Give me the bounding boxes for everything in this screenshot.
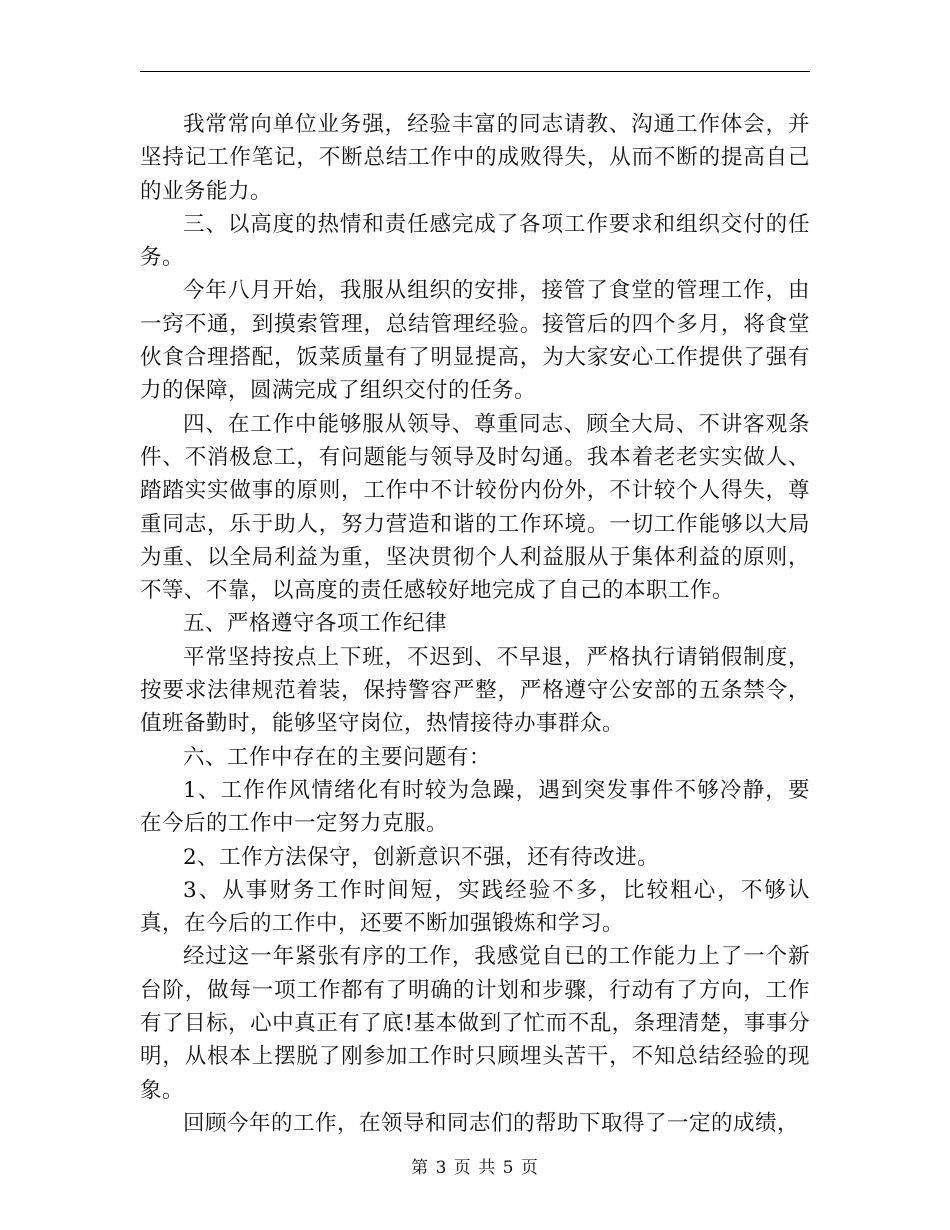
section-heading: 四、在工作中能够服从领导、尊重同志、顾全大局、不讲客观条件、不消极怠工，有问题能与领导及时勾通。我本着老老实实做人、踏踏实实做事的原则，工作中不计较份内份外，不计较个人得失，尊重同志，乐于助人，努力营造和谐的工作环境。一切工作能够以大局为重、以全局利益为重，坚决贯彻个人利益服从于集体利益的原则，不等、不靠，以高度的责任感较好地完成了自己的本职工作。 xyxy=(140,411,810,604)
paragraph: 平常坚持按点上下班，不迟到、不早退，严格执行请销假制度，按要求法律规范着装，保持警容严整，严格遵守公安部的五条禁令，值班备勤时，能够坚守岗位，热情接待办事群众。 xyxy=(140,644,810,737)
header-rule xyxy=(140,71,810,72)
paragraph: 回顾今年的工作，在领导和同志们的帮助下取得了一定的成绩， xyxy=(183,1110,800,1136)
list-item: 2、工作方法保守，创新意识不强，还有待改进。 xyxy=(183,844,660,870)
paragraph: 今年八月开始，我服从组织的安排，接管了食堂的管理工作，由一窍不通，到摸索管理，总结管理经验。接管后的四个多月，将食堂伙食合理搭配，饭菜质量有了明显提高，为大家安心工作提供了强有力的保障，圆满完成了组织交付的任务。 xyxy=(140,278,810,404)
paragraph: 经过这一年紧张有序的工作，我感觉自已的工作能力上了一个新台阶，做每一项工作都有了明确的计划和步骤，行动有了方向，工作有了目标，心中真正有了底!基本做到了忙而不乱，条理清楚，事事分明，从根本上摆脱了刚参加工作时只顾埋头苦干，不知总结经验的现象。 xyxy=(140,944,810,1103)
section-heading: 六、工作中存在的主要问题有： xyxy=(183,744,492,770)
list-item: 3、从事财务工作时间短，实践经验不多，比较粗心，不够认真，在今后的工作中，还要不断加强锻炼和学习。 xyxy=(140,877,810,937)
page-number-footer: 第 3 页 共 5 页 xyxy=(411,1158,539,1178)
document-body xyxy=(140,108,810,1140)
list-item: 1、工作作风情绪化有时较为急躁，遇到突发事件不够冷静，要在今后的工作中一定努力克服。 xyxy=(140,777,810,837)
section-heading: 五、严格遵守各项工作纪律 xyxy=(183,611,448,637)
paragraph: 我常常向单位业务强，经验丰富的同志请教、沟通工作体会，并坚持记工作笔记，不断总结工作中的成败得失，从而不断的提高自己的业务能力。 xyxy=(140,112,810,204)
section-heading: 三、以高度的热情和责任感完成了各项工作要求和组织交付的任务。 xyxy=(140,211,810,271)
